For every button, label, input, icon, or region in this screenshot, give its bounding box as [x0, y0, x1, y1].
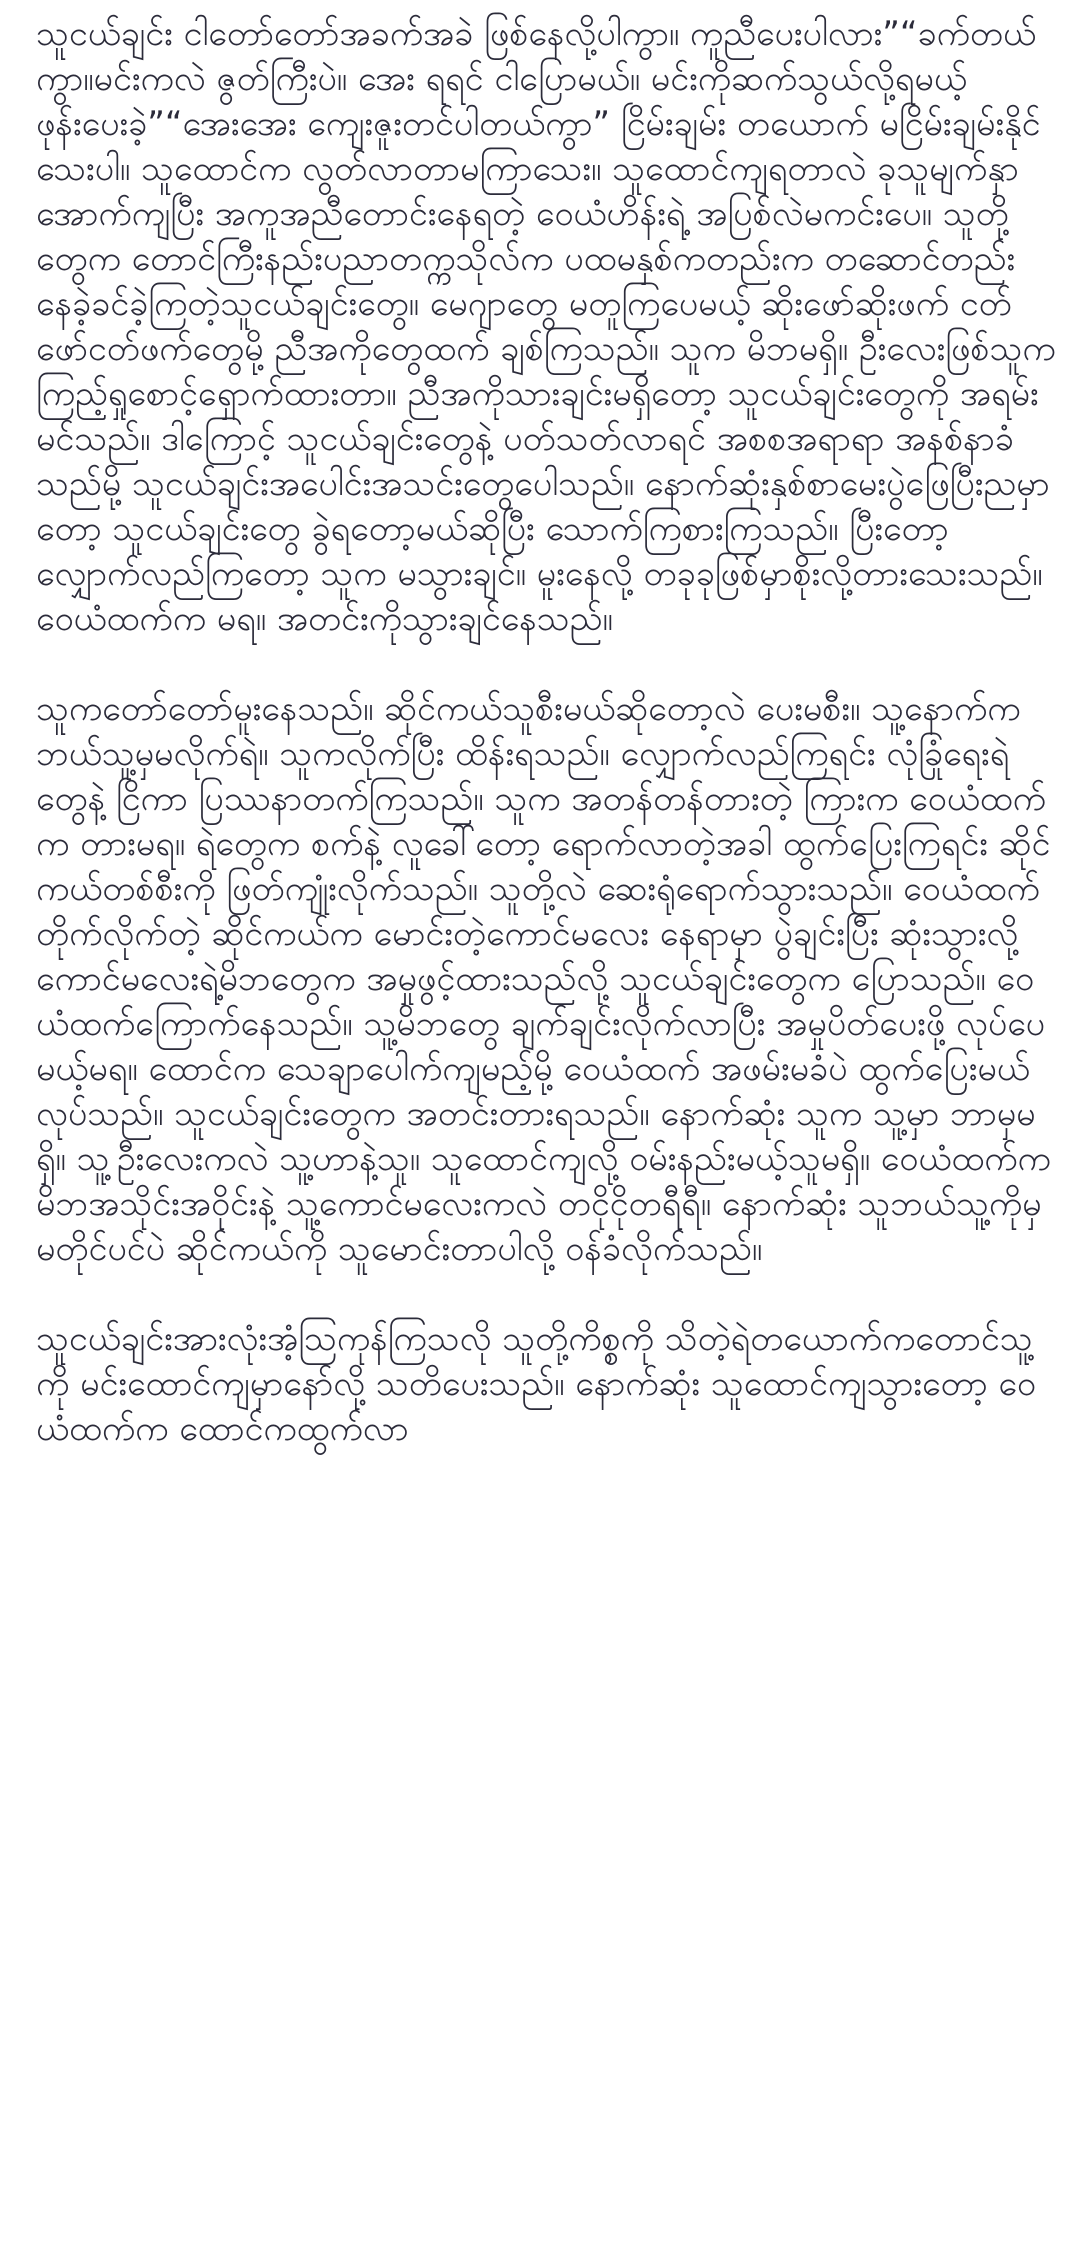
- article-body: [36, 12, 1056, 2265]
- paragraph-1: သူငယ်ချင်း ငါတော်တော်အခက်အခဲ ဖြစ်နေလို့ပါကွာ။ ကူညီပေးပါလား”“ခက်တယ်ကွာ။မင်းကလဲ ဇွတ်ကြီးပဲ။ အေး ရရင် ငါပြောမယ်။ မင်းကိုဆက်သွယ်လို့ရမယ့်ဖုန်းပေးခဲ့”“အေးအေး ကျေးဇူးတင်ပါတယ်ကွာ” ငြိမ်းချမ်း တယောက် မငြိမ်းချမ်းနိုင်သေးပါ။ သူထောင်က လွတ်လာတာမကြာသေး။ သူထောင်ကျရတာလဲ ခုသူမျက်နှာအောက်ကျပြီး အကူအညီတောင်းနေရတဲ့ ဝေယံဟိန်းရဲ့ အပြစ်လဲမကင်းပေ။ သူတို့တွေက တောင်ကြီးနည်းပညာတက္ကသိုလ်က ပထမနှစ်ကတည်းက တဆောင်တည်း နေခဲ့ခင်ခဲ့ကြတဲ့သူငယ်ချင်းတွေ။ မေဂျာတွေ မတူကြပေမယ့် ဆိုးဖော်ဆိုးဖက် ငတ်ဖော်ငတ်ဖက်တွေမို့ ညီအကိုတွေထက် ချစ်ကြသည်။ သူက မိဘမရှိ။ ဦးလေးဖြစ်သူက ကြည့်ရှုစောင့်ရှောက်ထားတာ။ ညီအကိုသားချင်းမရှိတော့ သူငယ်ချင်းတွေကို အရမ်းမင်သည်။ ဒါကြောင့် သူငယ်ချင်းတွေနဲ့ ပတ်သတ်လာရင် အစစအရာရာ အနစ်နာခံသည်မို့ သူငယ်ချင်းအပေါင်းအသင်းတွေပေါသည်။ နောက်ဆုံးနှစ်စာမေးပွဲဖြေပြီးညမှာတော့ သူငယ်ချင်းတွေ ခွဲရတော့မယ်ဆိုပြီး သောက်ကြစားကြသည်။ ပြီးတော့ လျှောက်လည်ကြတော့ သူက မသွားချင်။ မူးနေလို့ တခုခုဖြစ်မှာစိုးလို့တားသေးသည်။ဝေယံထက်က မရ။ အတင်းကိုသွားချင်နေသည်။: [36, 14, 1056, 639]
- paragraph-3: သူငယ်ချင်းအားလုံးအံ့သြကုန်ကြသလို သူတို့ကိစ္စကို သိတဲ့ရဲတယောက်ကတောင်သူ့ကို မင်းထောင်ကျမှာနော်လို့ သတိပေးသည်။ နောက်ဆုံး သူထောင်ကျသွားတော့ ဝေယံထက်က ထောင်ကထွက်လာ: [36, 1319, 1036, 1449]
- paragraph-2: သူကတော်တော်မူးနေသည်။ ဆိုင်ကယ်သူစီးမယ်ဆိုတော့လဲ ပေးမစီး။ သူ့နောက်က ဘယ်သူ့မှမလိုက်ရဲ။ သူကလိုက်ပြီး ထိန်းရသည်။ လျှောက်လည်ကြရင်း လုံခြုံရေးရဲတွေနဲ့ ငြိကာ ပြဿနာတက်ကြသည်။ သူက အတန်တန်တားတဲ့ ကြားက ဝေယံထက်က တားမရ။ ရဲတွေက စက်နဲ့ လူခေါ်တော့ ရောက်လာတဲ့အခါ ထွက်ပြေးကြရင်း ဆိုင်ကယ်တစ်စီးကို ဖြတ်ကျုံးလိုက်သည်။ သူတို့လဲ ဆေးရုံရောက်သွားသည်။ ဝေယံထက်တိုက်လိုက်တဲ့ ဆိုင်ကယ်က မောင်းတဲ့ကောင်မလေး နေရာမှာ ပွဲချင်းပြီး ဆုံးသွားလို့ ကောင်မလေးရဲ့မိဘတွေက အမှုဖွင့်ထားသည်လို့ သူငယ်ချင်းတွေက ပြောသည်။ ဝေယံထက်ကြောက်နေသည်။ သူ့မိဘတွေ ချက်ချင်းလိုက်လာပြီး အမှုပိတ်ပေးဖို့ လုပ်ပေမယ့်မရ။ ထောင်က သေချာပေါက်ကျမည့်မို့ ဝေယံထက် အဖမ်းမခံပဲ ထွက်ပြေးမယ်လုပ်သည်။ သူငယ်ချင်းတွေက အတင်းတားရသည်။ နောက်ဆုံး သူက သူ့မှာ ဘာမှမရှိ။ သူ့ဦးလေးကလဲ သူ့ဟာနဲ့သူ။ သူထောင်ကျလို့ ဝမ်းနည်းမယ့်သူမရှိ။ ဝေယံထက်က မိဘအသိုင်းအဝိုင်းနဲ့ သူ့ကောင်မလေးကလဲ တငိုငိုတရီရီ။ နောက်ဆုံး သူဘယ်သူ့ကိုမှ မတိုင်ပင်ပဲ ဆိုင်ကယ်ကို သူမောင်းတာပါလို့ ဝန်ခံလိုက်သည်။: [36, 689, 1051, 1269]
